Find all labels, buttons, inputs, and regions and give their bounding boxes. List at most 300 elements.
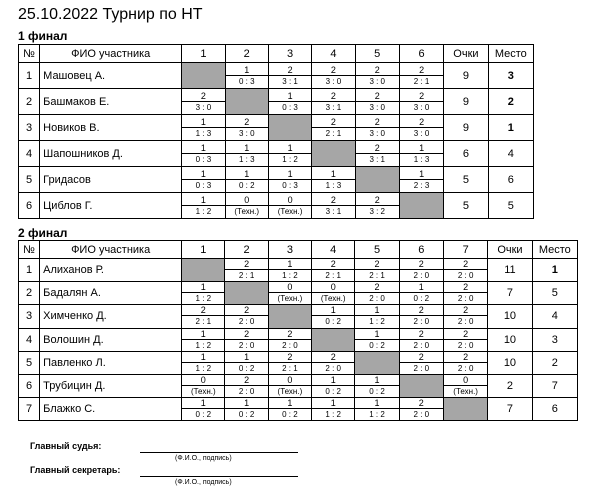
match-result-cell xyxy=(399,115,443,141)
participant-name: Новиков В. xyxy=(40,115,182,141)
match-result-cell xyxy=(182,398,225,421)
match-result-cell xyxy=(182,374,225,397)
match-score: 1 : 2 xyxy=(282,271,298,281)
match-result xyxy=(269,353,311,373)
match-result xyxy=(312,196,354,216)
match-result-cell xyxy=(399,351,443,374)
match-result-cell xyxy=(355,282,399,305)
chief-secretary-signature-line xyxy=(140,476,298,477)
match-result xyxy=(400,66,443,86)
match-result xyxy=(444,376,487,396)
final-place: 6 xyxy=(488,167,533,193)
section-heading-final-1: 1 финал xyxy=(18,29,68,43)
participant-name: Гридасов xyxy=(40,167,182,193)
match-result-cell xyxy=(399,141,443,167)
match-result xyxy=(225,260,267,280)
match-result xyxy=(356,196,399,216)
table-row xyxy=(19,351,578,374)
column-header: 3 xyxy=(268,45,311,63)
table-row xyxy=(19,305,578,328)
match-result xyxy=(269,92,311,112)
match-points: 1 xyxy=(225,144,268,154)
match-points: 2 xyxy=(182,306,225,316)
match-points: 1 xyxy=(355,306,399,316)
match-result-cell xyxy=(182,351,225,374)
match-result-cell xyxy=(268,141,311,167)
match-score: 2 : 0 xyxy=(369,294,385,304)
match-result xyxy=(355,283,398,303)
match-score: 2 : 1 xyxy=(369,271,385,281)
match-score: 1 : 2 xyxy=(195,363,212,373)
match-result-cell xyxy=(182,141,225,167)
match-points: 1 xyxy=(268,170,311,180)
match-result xyxy=(312,170,354,190)
match-result xyxy=(226,66,268,86)
match-score: 2 : 0 xyxy=(413,363,430,373)
final-place: 1 xyxy=(532,259,577,282)
match-result-cell xyxy=(355,63,399,89)
match-result-cell xyxy=(443,259,487,282)
match-result-cell xyxy=(443,351,487,374)
final-place: 5 xyxy=(488,193,533,219)
match-result xyxy=(182,306,224,326)
match-result-cell xyxy=(312,89,355,115)
match-score: 2 : 0 xyxy=(238,340,255,350)
self-match-cell xyxy=(399,193,443,219)
match-result-cell xyxy=(355,374,399,397)
match-result-cell xyxy=(312,259,355,282)
match-result xyxy=(269,376,311,396)
match-result xyxy=(444,260,487,280)
final-place: 6 xyxy=(532,398,577,421)
match-points: 1 xyxy=(312,306,355,316)
match-points: 2 xyxy=(399,353,443,363)
column-header: 5 xyxy=(355,45,399,63)
match-points: 0 xyxy=(443,376,487,386)
match-result-cell xyxy=(399,167,443,193)
match-score: (Техн.) xyxy=(320,294,346,304)
match-points: 0 xyxy=(182,376,225,386)
self-match-cell xyxy=(443,398,487,421)
match-result-cell xyxy=(225,374,268,397)
match-points: 2 xyxy=(443,306,487,316)
match-result-cell xyxy=(182,193,225,219)
match-points: 1 xyxy=(268,92,311,102)
self-match-cell xyxy=(268,115,311,141)
match-points: 2 xyxy=(312,196,355,206)
self-match-cell xyxy=(225,282,268,305)
participant-name: Блажко С. xyxy=(40,398,182,421)
match-result-cell xyxy=(182,89,225,115)
chief-secretary-label: Главный секретарь: xyxy=(30,465,121,475)
self-match-cell xyxy=(182,63,225,89)
match-points: 1 xyxy=(268,260,311,270)
table-row xyxy=(19,374,578,397)
match-points: 2 xyxy=(399,399,443,409)
match-result xyxy=(400,170,443,190)
match-points: 1 xyxy=(399,283,443,293)
match-score: 0 : 2 xyxy=(369,387,385,397)
total-points: 11 xyxy=(488,259,532,282)
match-score: 3 : 0 xyxy=(195,102,212,112)
participant-number: 3 xyxy=(19,305,40,328)
match-result-cell xyxy=(355,89,399,115)
table-row xyxy=(19,115,534,141)
column-header: 5 xyxy=(355,241,399,259)
match-points: 1 xyxy=(355,330,399,340)
match-result xyxy=(356,66,399,86)
match-score: 0 : 2 xyxy=(369,340,385,350)
match-result-cell xyxy=(225,167,268,193)
chief-secretary-caption: (Ф.И.О., подпись) xyxy=(175,479,232,486)
match-points: 0 xyxy=(225,196,268,206)
match-score: (Техн.) xyxy=(277,294,303,304)
match-score: 2 : 3 xyxy=(413,180,430,190)
column-header: 2 xyxy=(225,241,268,259)
match-result xyxy=(312,399,354,419)
match-result-cell xyxy=(268,374,311,397)
participant-number: 2 xyxy=(19,89,40,115)
table-row xyxy=(19,63,534,89)
section-heading-final-2: 2 финал xyxy=(18,226,68,240)
match-points: 0 xyxy=(268,196,311,206)
match-points: 2 xyxy=(268,66,311,76)
match-result xyxy=(226,170,268,190)
total-points: 2 xyxy=(488,374,532,397)
final-2-table xyxy=(18,240,578,421)
match-points: 2 xyxy=(182,92,225,102)
match-result-cell xyxy=(225,398,268,421)
match-result xyxy=(182,330,224,350)
match-result-cell xyxy=(312,398,355,421)
match-score: 2 : 0 xyxy=(413,340,430,350)
match-points: 1 xyxy=(312,170,355,180)
match-result-cell xyxy=(225,351,268,374)
column-header: № xyxy=(19,45,40,63)
match-result-cell xyxy=(355,398,399,421)
self-match-cell xyxy=(182,259,225,282)
match-result xyxy=(182,118,224,138)
participant-number: 6 xyxy=(19,374,40,397)
match-points: 1 xyxy=(225,353,268,363)
match-result xyxy=(182,170,224,190)
table-row xyxy=(19,141,534,167)
column-header: Место xyxy=(488,45,533,63)
match-result-cell xyxy=(182,328,225,351)
match-score: 3 : 0 xyxy=(238,128,255,138)
match-points: 2 xyxy=(355,66,399,76)
match-result xyxy=(355,330,398,350)
chief-judge-caption: (Ф.И.О., подпись) xyxy=(175,455,232,462)
participant-name: Башмаков Е. xyxy=(40,89,182,115)
match-score: 2 : 1 xyxy=(195,317,212,327)
match-score: 2 : 0 xyxy=(325,363,341,373)
match-result xyxy=(312,376,354,396)
match-result xyxy=(356,92,399,112)
match-result xyxy=(225,399,267,419)
final-place: 5 xyxy=(532,282,577,305)
match-points: 2 xyxy=(399,92,443,102)
match-result xyxy=(356,118,399,138)
column-header: № xyxy=(19,241,40,259)
match-score: 2 : 0 xyxy=(457,317,474,327)
match-score: 1 : 2 xyxy=(369,410,385,420)
column-header: 2 xyxy=(225,45,268,63)
match-score: 0 : 3 xyxy=(282,180,298,190)
match-result xyxy=(182,92,224,112)
match-score: 0 : 2 xyxy=(282,410,298,420)
match-result xyxy=(225,306,267,326)
chief-judge-signature-line xyxy=(140,452,298,453)
match-points: 2 xyxy=(225,306,268,316)
match-score: 2 : 0 xyxy=(413,271,430,281)
table-row xyxy=(19,193,534,219)
match-score: 2 : 1 xyxy=(413,76,430,86)
match-result xyxy=(182,399,224,419)
chief-judge-label: Главный судья: xyxy=(30,441,102,451)
self-match-cell xyxy=(312,141,355,167)
match-result xyxy=(312,353,354,373)
match-result-cell xyxy=(355,328,399,351)
match-score: 3 : 0 xyxy=(413,102,430,112)
match-points: 1 xyxy=(268,399,311,409)
match-result xyxy=(182,196,224,216)
match-result-cell xyxy=(355,141,399,167)
match-result xyxy=(312,118,354,138)
match-result-cell xyxy=(268,398,311,421)
total-points: 7 xyxy=(488,282,532,305)
match-score: 3 : 0 xyxy=(369,102,386,112)
match-result-cell xyxy=(225,305,268,328)
match-points: 0 xyxy=(268,283,311,293)
match-result xyxy=(312,283,354,303)
match-result-cell xyxy=(268,63,311,89)
final-place: 3 xyxy=(488,63,533,89)
match-score: 2 : 0 xyxy=(238,317,255,327)
match-points: 2 xyxy=(268,353,311,363)
match-result xyxy=(182,353,224,373)
match-points: 1 xyxy=(225,170,268,180)
self-match-cell xyxy=(312,328,355,351)
match-points: 2 xyxy=(225,118,268,128)
match-points: 1 xyxy=(225,399,268,409)
match-result-cell xyxy=(399,89,443,115)
match-score: 2 : 0 xyxy=(413,410,430,420)
match-points: 2 xyxy=(312,260,355,270)
match-result xyxy=(400,283,443,303)
match-result-cell xyxy=(225,141,268,167)
match-score: 1 : 2 xyxy=(325,410,341,420)
match-result-cell xyxy=(182,115,225,141)
match-score: 1 : 2 xyxy=(195,294,212,304)
match-result xyxy=(312,66,354,86)
match-result-cell xyxy=(312,374,355,397)
match-result-cell xyxy=(355,305,399,328)
match-score: 2 : 0 xyxy=(457,294,474,304)
match-score: 1 : 2 xyxy=(195,206,212,216)
match-score: 1 : 2 xyxy=(369,317,385,327)
match-score: 2 : 1 xyxy=(238,271,255,281)
match-score: 3 : 1 xyxy=(325,206,342,216)
match-result-cell xyxy=(225,328,268,351)
match-result xyxy=(269,66,311,86)
match-points: 0 xyxy=(268,376,311,386)
match-points: 1 xyxy=(182,118,225,128)
match-score: 2 : 0 xyxy=(282,340,298,350)
match-result-cell xyxy=(268,89,311,115)
column-header: Место xyxy=(532,241,577,259)
match-points: 2 xyxy=(399,66,443,76)
match-result xyxy=(444,306,487,326)
total-points: 10 xyxy=(488,305,532,328)
match-score: 0 : 3 xyxy=(282,102,298,112)
match-score: 2 : 0 xyxy=(238,387,255,397)
match-result xyxy=(269,283,311,303)
match-points: 1 xyxy=(182,196,225,206)
match-result xyxy=(400,330,443,350)
total-points: 5 xyxy=(444,193,488,219)
match-score: 0 : 3 xyxy=(195,154,212,164)
match-result-cell xyxy=(355,115,399,141)
match-points: 1 xyxy=(355,376,399,386)
column-header: 4 xyxy=(312,45,355,63)
self-match-cell xyxy=(355,351,399,374)
participant-name: Машовец А. xyxy=(40,63,182,89)
match-score: 3 : 1 xyxy=(369,154,386,164)
page-title: 25.10.2022 Турнир по НТ xyxy=(18,6,203,23)
match-result xyxy=(269,144,311,164)
match-result-cell xyxy=(399,305,443,328)
match-points: 1 xyxy=(312,376,355,386)
match-score: 1 : 2 xyxy=(195,340,212,350)
table-row xyxy=(19,328,578,351)
match-result-cell xyxy=(225,193,268,219)
final-place: 2 xyxy=(532,351,577,374)
total-points: 5 xyxy=(444,167,488,193)
match-score: 0 : 3 xyxy=(238,76,255,86)
final-place: 1 xyxy=(488,115,533,141)
match-result-cell xyxy=(355,259,399,282)
match-score: 3 : 0 xyxy=(369,76,386,86)
match-points: 1 xyxy=(355,399,399,409)
table-row xyxy=(19,89,534,115)
match-result xyxy=(400,260,443,280)
match-result-cell xyxy=(268,282,311,305)
match-score: (Техн.) xyxy=(277,206,303,216)
match-points: 2 xyxy=(312,118,355,128)
match-score: 0 : 2 xyxy=(238,363,255,373)
match-result-cell xyxy=(443,374,487,397)
match-points: 2 xyxy=(399,306,443,316)
match-points: 2 xyxy=(312,66,355,76)
match-result xyxy=(269,260,311,280)
participant-name: Трубицин Д. xyxy=(40,374,182,397)
match-result-cell xyxy=(225,63,268,89)
match-score: (Техн.) xyxy=(234,206,260,216)
match-score: 0 : 2 xyxy=(413,294,430,304)
match-points: 0 xyxy=(312,283,355,293)
match-points: 1 xyxy=(182,144,225,154)
match-points: 2 xyxy=(225,330,268,340)
match-score: 0 : 2 xyxy=(325,317,341,327)
match-result-cell xyxy=(225,259,268,282)
final-place: 4 xyxy=(532,305,577,328)
match-points: 1 xyxy=(399,144,443,154)
match-result xyxy=(444,353,487,373)
participant-number: 5 xyxy=(19,351,40,374)
column-header: ФИО участника xyxy=(40,45,182,63)
match-points: 2 xyxy=(355,196,399,206)
column-header: 1 xyxy=(182,241,225,259)
self-match-cell xyxy=(399,374,443,397)
match-result xyxy=(225,330,267,350)
self-match-cell xyxy=(225,89,268,115)
final-place: 2 xyxy=(488,89,533,115)
match-score: 3 : 0 xyxy=(325,76,342,86)
match-score: 3 : 1 xyxy=(325,102,342,112)
match-result xyxy=(400,118,443,138)
match-result-cell xyxy=(399,282,443,305)
participant-number: 6 xyxy=(19,193,40,219)
match-result-cell xyxy=(312,63,355,89)
match-score: 0 : 2 xyxy=(325,387,341,397)
match-result-cell xyxy=(182,167,225,193)
match-points: 1 xyxy=(399,170,443,180)
participant-name: Шапошников Д. xyxy=(40,141,182,167)
total-points: 9 xyxy=(444,63,488,89)
participant-name: Бадалян А. xyxy=(40,282,182,305)
match-points: 2 xyxy=(268,330,311,340)
match-result-cell xyxy=(268,167,311,193)
column-header: 3 xyxy=(268,241,311,259)
total-points: 6 xyxy=(444,141,488,167)
match-result xyxy=(312,92,354,112)
match-result xyxy=(226,118,268,138)
table-row xyxy=(19,398,578,421)
match-result xyxy=(356,144,399,164)
match-score: 0 : 3 xyxy=(195,180,212,190)
self-match-cell xyxy=(268,305,311,328)
match-result xyxy=(444,330,487,350)
total-points: 10 xyxy=(488,328,532,351)
match-result xyxy=(400,306,443,326)
match-result-cell xyxy=(268,351,311,374)
match-points: 1 xyxy=(182,330,225,340)
match-points: 2 xyxy=(312,353,355,363)
match-score: 0 : 2 xyxy=(238,180,255,190)
match-score: 3 : 2 xyxy=(369,206,386,216)
match-score: 2 : 0 xyxy=(457,340,474,350)
table-row xyxy=(19,282,578,305)
match-result xyxy=(400,399,443,419)
match-result xyxy=(182,376,224,396)
match-points: 2 xyxy=(355,260,399,270)
match-score: 2 : 0 xyxy=(457,271,474,281)
match-result xyxy=(355,399,398,419)
match-score: 1 : 3 xyxy=(413,154,430,164)
participant-number: 1 xyxy=(19,63,40,89)
match-points: 2 xyxy=(443,353,487,363)
final-1-table xyxy=(18,44,534,219)
participant-number: 3 xyxy=(19,115,40,141)
match-points: 1 xyxy=(182,353,225,363)
match-result xyxy=(269,170,311,190)
match-result xyxy=(269,330,311,350)
total-points: 7 xyxy=(488,398,532,421)
column-header: 4 xyxy=(312,241,355,259)
match-points: 2 xyxy=(355,92,399,102)
match-points: 2 xyxy=(443,330,487,340)
